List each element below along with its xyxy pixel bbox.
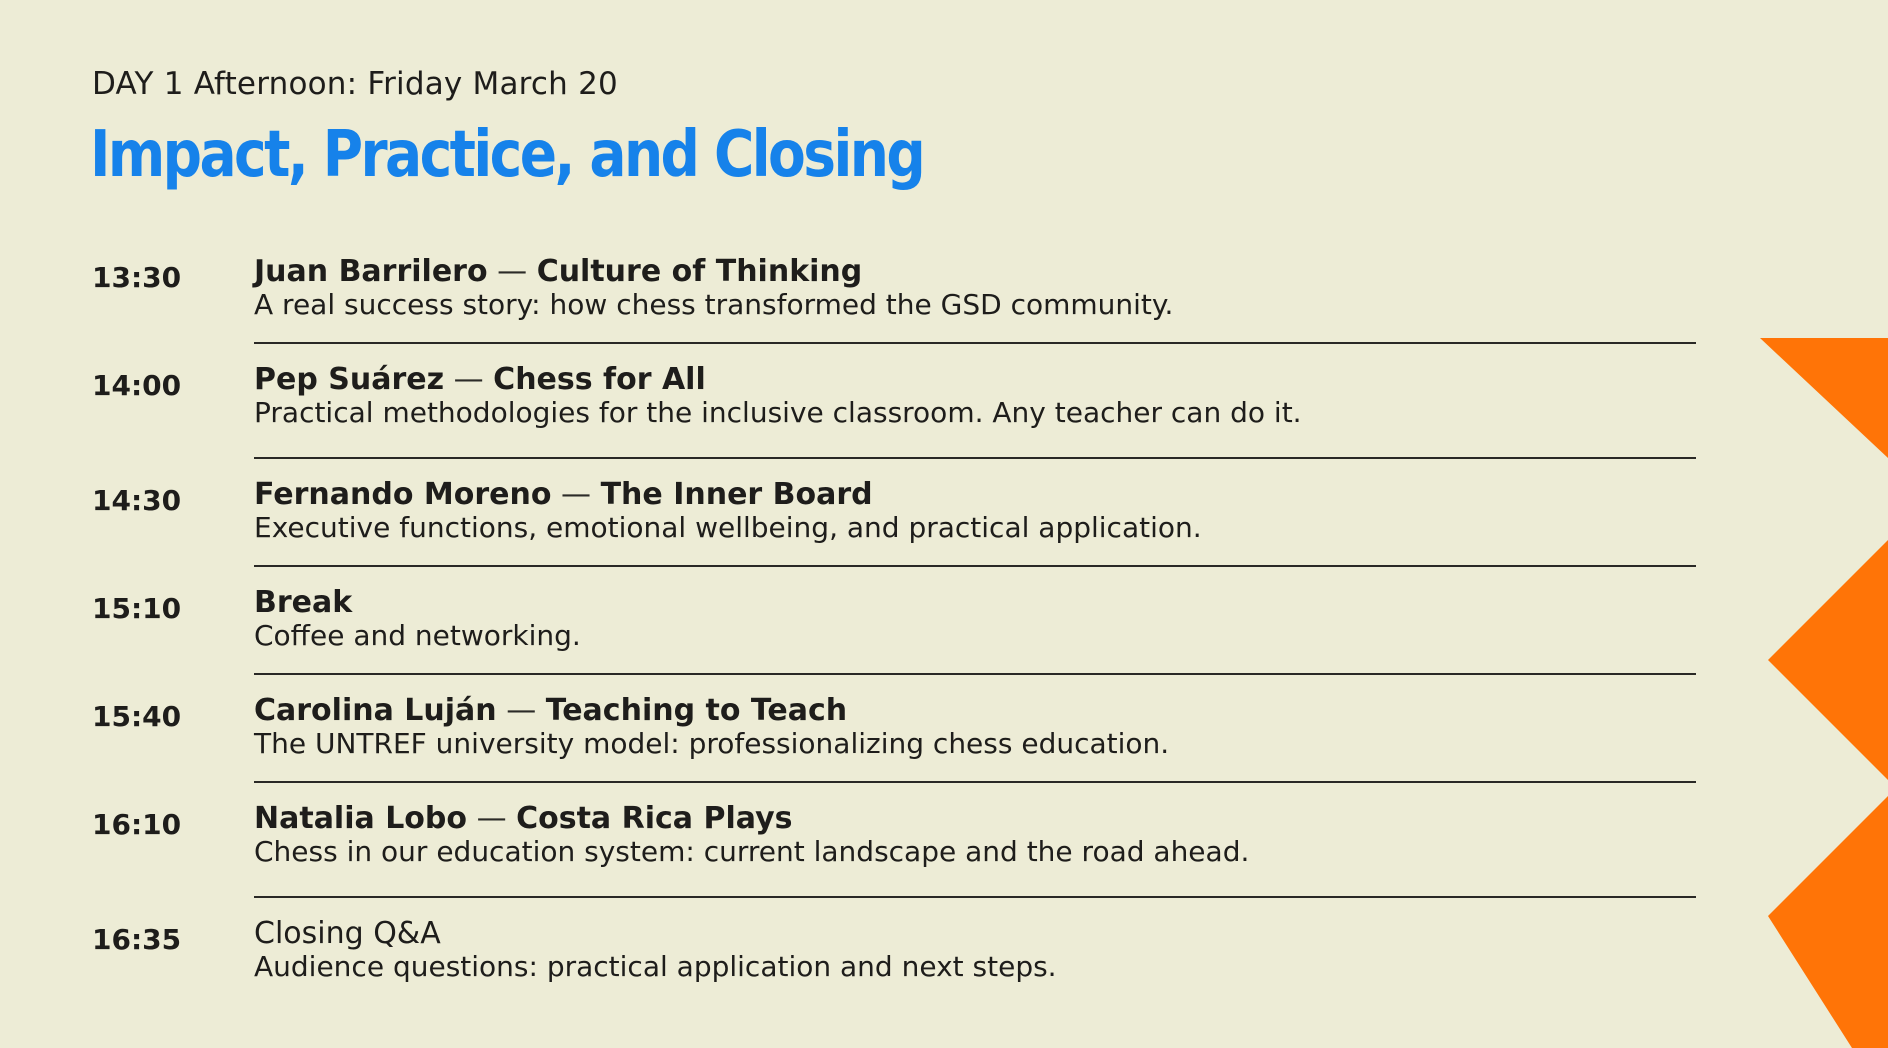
session-content — [254, 802, 1696, 868]
session-description: The UNTREF university model: professionalizing chess education. — [254, 727, 1170, 760]
separator-dash: — — [476, 801, 507, 836]
separator-dash: — — [506, 693, 537, 728]
speaker-name: Natalia Lobo — [254, 801, 468, 836]
session-description: Executive functions, emotional wellbeing, and practical application. — [254, 511, 1202, 544]
row-divider — [254, 457, 1696, 459]
speaker-name: Juan Barrilero — [254, 254, 488, 289]
session-content — [254, 478, 1696, 544]
session-time: 14:00 — [92, 369, 182, 402]
session-time: 14:30 — [92, 484, 182, 517]
session-time: 16:10 — [92, 808, 182, 841]
zigzag-decoration-icon — [1760, 330, 1888, 1048]
session-time: 15:40 — [92, 700, 182, 733]
session-description: Chess in our education system: current landscape and the road ahead. — [254, 835, 1250, 868]
session-headline — [254, 478, 1696, 512]
speaker-name: Carolina Luján — [254, 693, 497, 728]
row-divider — [254, 342, 1696, 344]
talk-title: Break — [254, 585, 353, 620]
session-time: 16:35 — [92, 923, 182, 956]
talk-title: Costa Rica Plays — [516, 801, 793, 836]
talk-title: The Inner Board — [600, 477, 873, 512]
session-content — [254, 363, 1696, 429]
session-content — [254, 917, 1696, 983]
talk-title: Chess for All — [493, 362, 706, 397]
session-content — [254, 255, 1696, 321]
session-content — [254, 586, 1696, 652]
row-divider — [254, 673, 1696, 675]
session-description: Coffee and networking. — [254, 619, 581, 652]
session-headline — [254, 586, 1696, 620]
session-headline — [254, 363, 1696, 397]
talk-title: Culture of Thinking — [536, 254, 863, 289]
page-title: Impact, Practice, and Closing — [90, 118, 924, 192]
session-description: A real success story: how chess transformed the GSD community. — [254, 288, 1174, 321]
session-time: 15:10 — [92, 592, 182, 625]
session-description: Audience questions: practical application and next steps. — [254, 950, 1057, 983]
session-headline — [254, 802, 1696, 836]
session-time: 13:30 — [92, 261, 182, 294]
speaker-name: Pep Suárez — [254, 362, 445, 397]
talk-title: Teaching to Teach — [545, 693, 848, 728]
separator-dash: — — [561, 477, 592, 512]
session-headline — [254, 917, 1696, 951]
separator-dash: — — [453, 362, 484, 397]
row-divider — [254, 781, 1696, 783]
separator-dash: — — [497, 254, 528, 289]
talk-title: Closing Q&A — [254, 916, 441, 951]
row-divider — [254, 565, 1696, 567]
day-label: DAY 1 Afternoon: Friday March 20 — [92, 66, 618, 102]
zigzag-shape — [1760, 338, 1888, 1048]
session-headline — [254, 255, 1696, 289]
session-headline — [254, 694, 1696, 728]
session-description: Practical methodologies for the inclusive classroom. Any teacher can do it. — [254, 396, 1302, 429]
speaker-name: Fernando Moreno — [254, 477, 552, 512]
session-content — [254, 694, 1696, 760]
row-divider — [254, 896, 1696, 898]
